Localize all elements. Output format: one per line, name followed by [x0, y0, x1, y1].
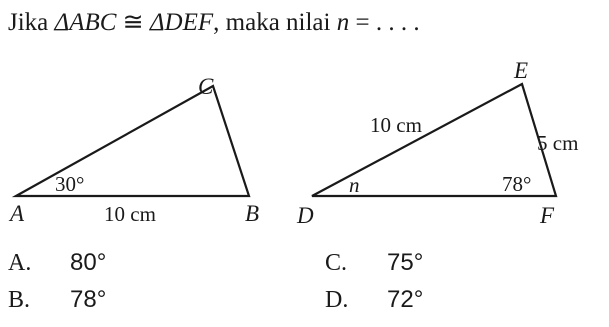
option-c-key: C.: [325, 250, 348, 276]
option-b-value: 78°: [70, 286, 107, 313]
question-suffix: = . . . .: [349, 9, 420, 36]
triangle-abc: [16, 86, 249, 196]
angle-f-label: 78°: [502, 172, 532, 196]
option-a[interactable]: [8, 251, 106, 275]
question-prefix: Jika: [8, 9, 55, 36]
triangle-abc-name: ΔABC: [54, 9, 117, 36]
vertex-f-label: F: [540, 203, 555, 228]
option-b[interactable]: [8, 288, 106, 312]
vertex-d-label: D: [297, 203, 314, 228]
option-c[interactable]: [325, 251, 423, 275]
option-a-value: 80°: [70, 249, 107, 276]
congruent-symbol: ≅: [116, 9, 150, 36]
option-a-key: A.: [8, 250, 32, 276]
side-ab-label: 10 cm: [104, 202, 156, 226]
vertex-e-label: E: [514, 58, 529, 83]
option-b-key: B.: [8, 287, 31, 313]
vertex-a-label: A: [10, 201, 25, 226]
side-ef-label: 5 cm: [537, 131, 579, 155]
question-variable: n: [336, 9, 350, 36]
option-d-key: D.: [325, 287, 349, 313]
angle-a-label: 30°: [55, 172, 85, 196]
question-middle: , maka nilai: [213, 9, 337, 36]
option-d[interactable]: [325, 288, 423, 312]
option-c-value: 75°: [387, 249, 424, 276]
vertex-c-label: C: [198, 74, 214, 99]
option-d-value: 72°: [387, 286, 424, 313]
side-de-label: 10 cm: [370, 113, 422, 137]
angle-d-label: n: [349, 173, 360, 197]
vertex-b-label: B: [245, 201, 260, 226]
triangle-def-name: ΔDEF: [149, 9, 214, 36]
